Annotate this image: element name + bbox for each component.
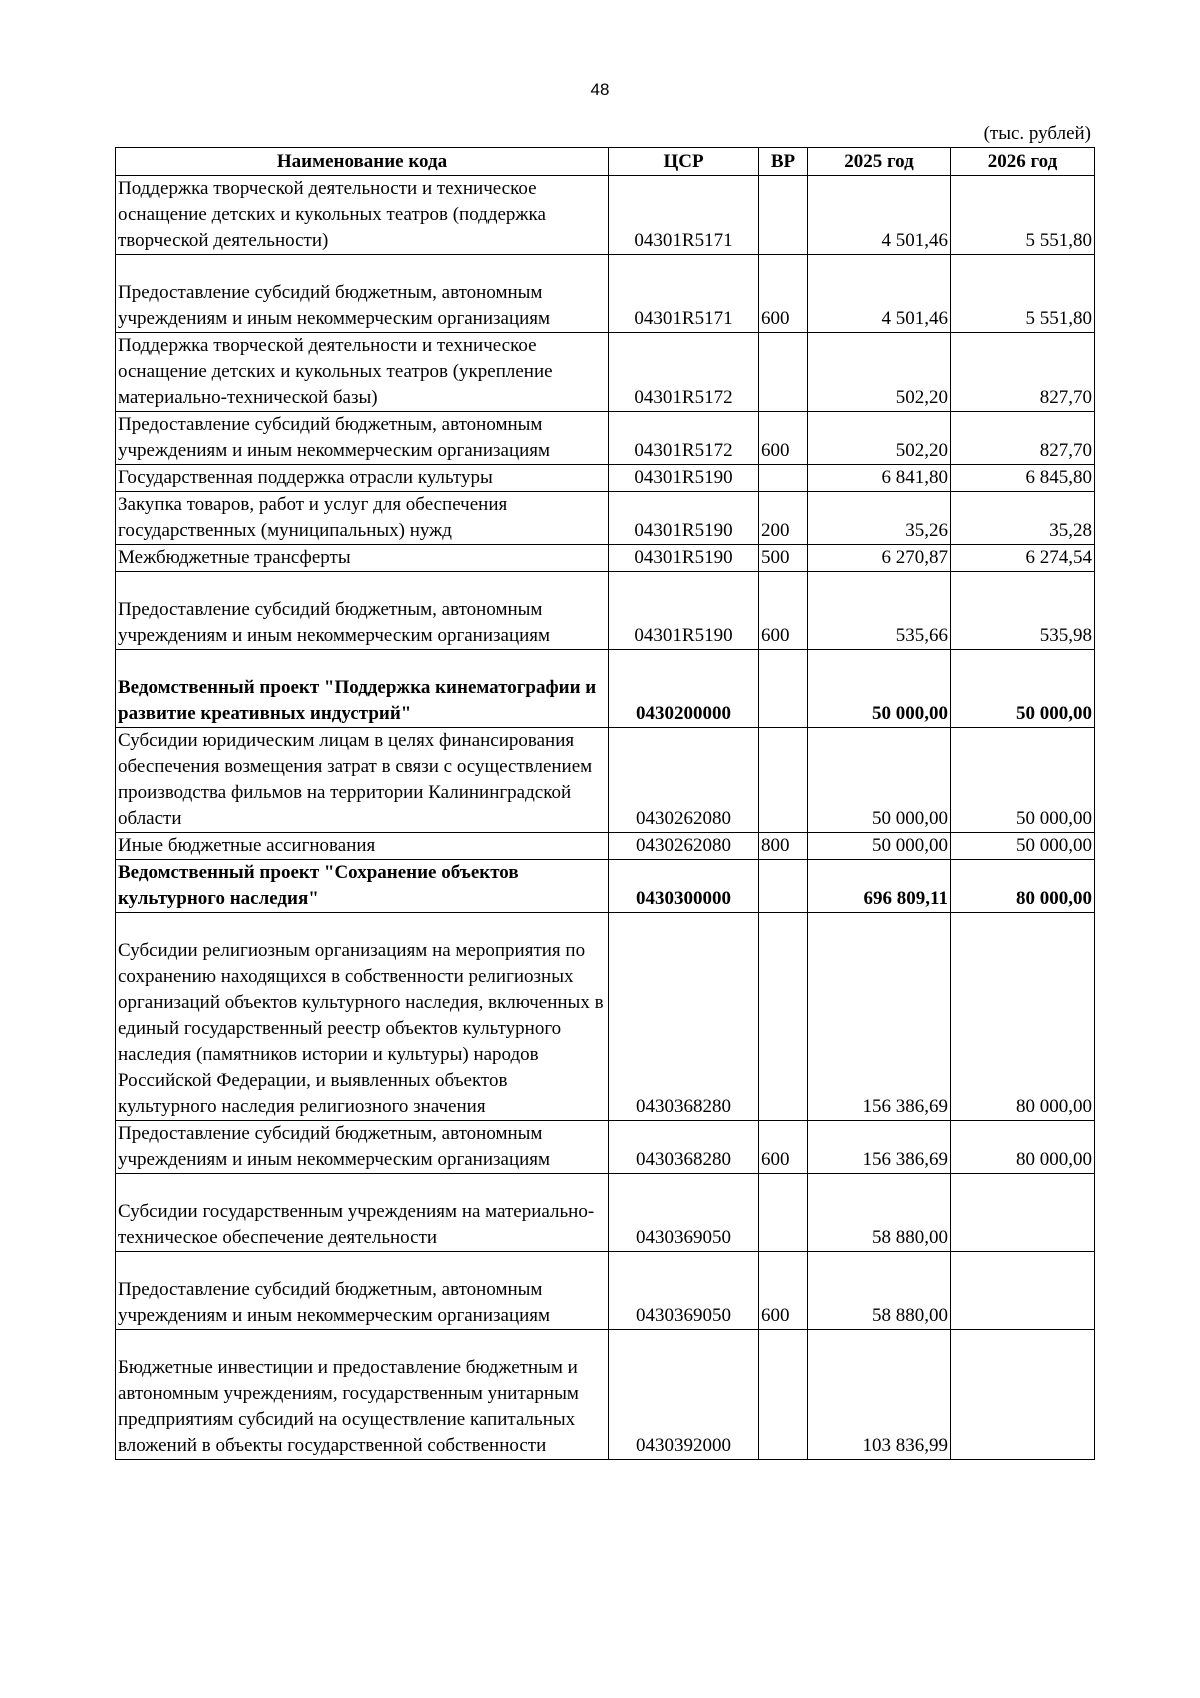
cell-vr	[759, 650, 808, 728]
cell-csr: 04301R5172	[609, 333, 759, 412]
budget-table	[115, 147, 1095, 1460]
cell-csr: 0430200000	[609, 650, 759, 728]
table-row	[116, 650, 1095, 728]
table-row	[116, 412, 1095, 465]
cell-2026: 827,70	[951, 412, 1095, 465]
cell-name: Субсидии религиозным организациям на мероприятия по сохранению находящихся в собственности религиозных организаций объектов культурного наследия, включенных в единый государственный реестр объектов культурного наследия (памятников истории и культуры) народов Российской Федерации, и выявленных объектов культурного наследия религиозного значения	[116, 913, 609, 1121]
cell-csr: 04301R5190	[609, 545, 759, 572]
cell-2025: 502,20	[808, 412, 951, 465]
cell-csr: 0430369050	[609, 1174, 759, 1252]
table-body	[116, 176, 1095, 1460]
cell-2025: 50 000,00	[808, 833, 951, 860]
cell-2025: 58 880,00	[808, 1174, 951, 1252]
table-row	[116, 333, 1095, 412]
cell-csr: 0430392000	[609, 1330, 759, 1460]
cell-2026: 50 000,00	[951, 728, 1095, 833]
cell-2026	[951, 1174, 1095, 1252]
cell-vr: 600	[759, 255, 808, 333]
cell-2026: 80 000,00	[951, 1121, 1095, 1174]
cell-vr	[759, 176, 808, 255]
cell-vr	[759, 728, 808, 833]
cell-2025: 696 809,11	[808, 860, 951, 913]
cell-2025: 35,26	[808, 492, 951, 545]
cell-2026: 80 000,00	[951, 913, 1095, 1121]
cell-csr: 0430262080	[609, 833, 759, 860]
cell-vr	[759, 465, 808, 492]
cell-vr: 500	[759, 545, 808, 572]
cell-csr: 0430368280	[609, 913, 759, 1121]
table-row	[116, 1121, 1095, 1174]
cell-csr: 04301R5171	[609, 176, 759, 255]
cell-2025: 50 000,00	[808, 728, 951, 833]
cell-name: Иные бюджетные ассигнования	[116, 833, 609, 860]
table-header-row	[116, 148, 1095, 176]
table-row	[116, 255, 1095, 333]
cell-2026: 6 274,54	[951, 545, 1095, 572]
header-name: Наименование кода	[116, 148, 609, 176]
cell-2026: 535,98	[951, 572, 1095, 650]
cell-2025: 50 000,00	[808, 650, 951, 728]
cell-2026: 5 551,80	[951, 255, 1095, 333]
cell-csr: 04301R5190	[609, 492, 759, 545]
cell-vr: 600	[759, 572, 808, 650]
cell-vr	[759, 1174, 808, 1252]
table-row	[116, 913, 1095, 1121]
cell-vr	[759, 913, 808, 1121]
cell-csr: 0430262080	[609, 728, 759, 833]
cell-csr: 04301R5190	[609, 465, 759, 492]
table-row	[116, 1330, 1095, 1460]
cell-name: Ведомственный проект "Сохранение объектов культурного наследия"	[116, 860, 609, 913]
cell-csr: 0430300000	[609, 860, 759, 913]
cell-2025: 156 386,69	[808, 913, 951, 1121]
cell-name: Предоставление субсидий бюджетным, автономным учреждениям и иным некоммерческим организациям	[116, 255, 609, 333]
cell-csr: 04301R5190	[609, 572, 759, 650]
table-row	[116, 492, 1095, 545]
cell-name: Межбюджетные трансферты	[116, 545, 609, 572]
table-row	[116, 465, 1095, 492]
cell-2025: 502,20	[808, 333, 951, 412]
cell-csr: 04301R5172	[609, 412, 759, 465]
page-number: 48	[590, 80, 610, 99]
cell-2025: 535,66	[808, 572, 951, 650]
cell-2026	[951, 1330, 1095, 1460]
cell-name: Предоставление субсидий бюджетным, автономным учреждениям и иным некоммерческим организациям	[116, 412, 609, 465]
cell-name: Предоставление субсидий бюджетным, автономным учреждениям и иным некоммерческим организациям	[116, 1121, 609, 1174]
cell-name: Субсидии государственным учреждениям на материально-техническое обеспечение деятельности	[116, 1174, 609, 1252]
table-row	[116, 1174, 1095, 1252]
units-label: (тыс. рублей)	[983, 123, 1091, 144]
cell-name: Государственная поддержка отрасли культуры	[116, 465, 609, 492]
cell-name: Ведомственный проект "Поддержка кинематографии и развитие креативных индустрий"	[116, 650, 609, 728]
cell-vr: 800	[759, 833, 808, 860]
cell-2025: 4 501,46	[808, 255, 951, 333]
cell-2025: 6 841,80	[808, 465, 951, 492]
cell-name: Бюджетные инвестиции и предоставление бюджетным и автономным учреждениям, государственным унитарным предприятиям субсидий на осуществление капитальных вложений в объекты государственной собственности	[116, 1330, 609, 1460]
cell-2025: 4 501,46	[808, 176, 951, 255]
cell-2026: 50 000,00	[951, 650, 1095, 728]
cell-2026	[951, 1252, 1095, 1330]
cell-vr	[759, 1330, 808, 1460]
cell-csr: 0430368280	[609, 1121, 759, 1174]
table-row	[116, 728, 1095, 833]
cell-name: Предоставление субсидий бюджетным, автономным учреждениям и иным некоммерческим организациям	[116, 1252, 609, 1330]
cell-vr: 600	[759, 412, 808, 465]
cell-2026: 80 000,00	[951, 860, 1095, 913]
cell-vr	[759, 860, 808, 913]
cell-name: Поддержка творческой деятельности и техническое оснащение детских и кукольных театров (поддержка творческой деятельности)	[116, 176, 609, 255]
header-csr: ЦСР	[609, 148, 759, 176]
header-2026: 2026 год	[951, 148, 1095, 176]
table-row	[116, 833, 1095, 860]
cell-name: Поддержка творческой деятельности и техническое оснащение детских и кукольных театров (укрепление материально-технической базы)	[116, 333, 609, 412]
table-row	[116, 1252, 1095, 1330]
cell-csr: 0430369050	[609, 1252, 759, 1330]
cell-2025: 6 270,87	[808, 545, 951, 572]
cell-name: Предоставление субсидий бюджетным, автономным учреждениям и иным некоммерческим организациям	[116, 572, 609, 650]
cell-name: Субсидии юридическим лицам в целях финансирования обеспечения возмещения затрат в связи с осуществлением производства фильмов на территории Калининградской области	[116, 728, 609, 833]
cell-2025: 103 836,99	[808, 1330, 951, 1460]
cell-2025: 156 386,69	[808, 1121, 951, 1174]
cell-name: Закупка товаров, работ и услуг для обеспечения государственных (муниципальных) нужд	[116, 492, 609, 545]
table-row	[116, 545, 1095, 572]
table-row	[116, 572, 1095, 650]
cell-vr: 600	[759, 1252, 808, 1330]
cell-2026: 50 000,00	[951, 833, 1095, 860]
cell-vr	[759, 333, 808, 412]
cell-2026: 5 551,80	[951, 176, 1095, 255]
cell-vr: 200	[759, 492, 808, 545]
table-row	[116, 176, 1095, 255]
table-row	[116, 860, 1095, 913]
cell-2026: 6 845,80	[951, 465, 1095, 492]
header-2025: 2025 год	[808, 148, 951, 176]
cell-2026: 35,28	[951, 492, 1095, 545]
header-vr: ВР	[759, 148, 808, 176]
cell-vr: 600	[759, 1121, 808, 1174]
cell-csr: 04301R5171	[609, 255, 759, 333]
cell-2025: 58 880,00	[808, 1252, 951, 1330]
cell-2026: 827,70	[951, 333, 1095, 412]
